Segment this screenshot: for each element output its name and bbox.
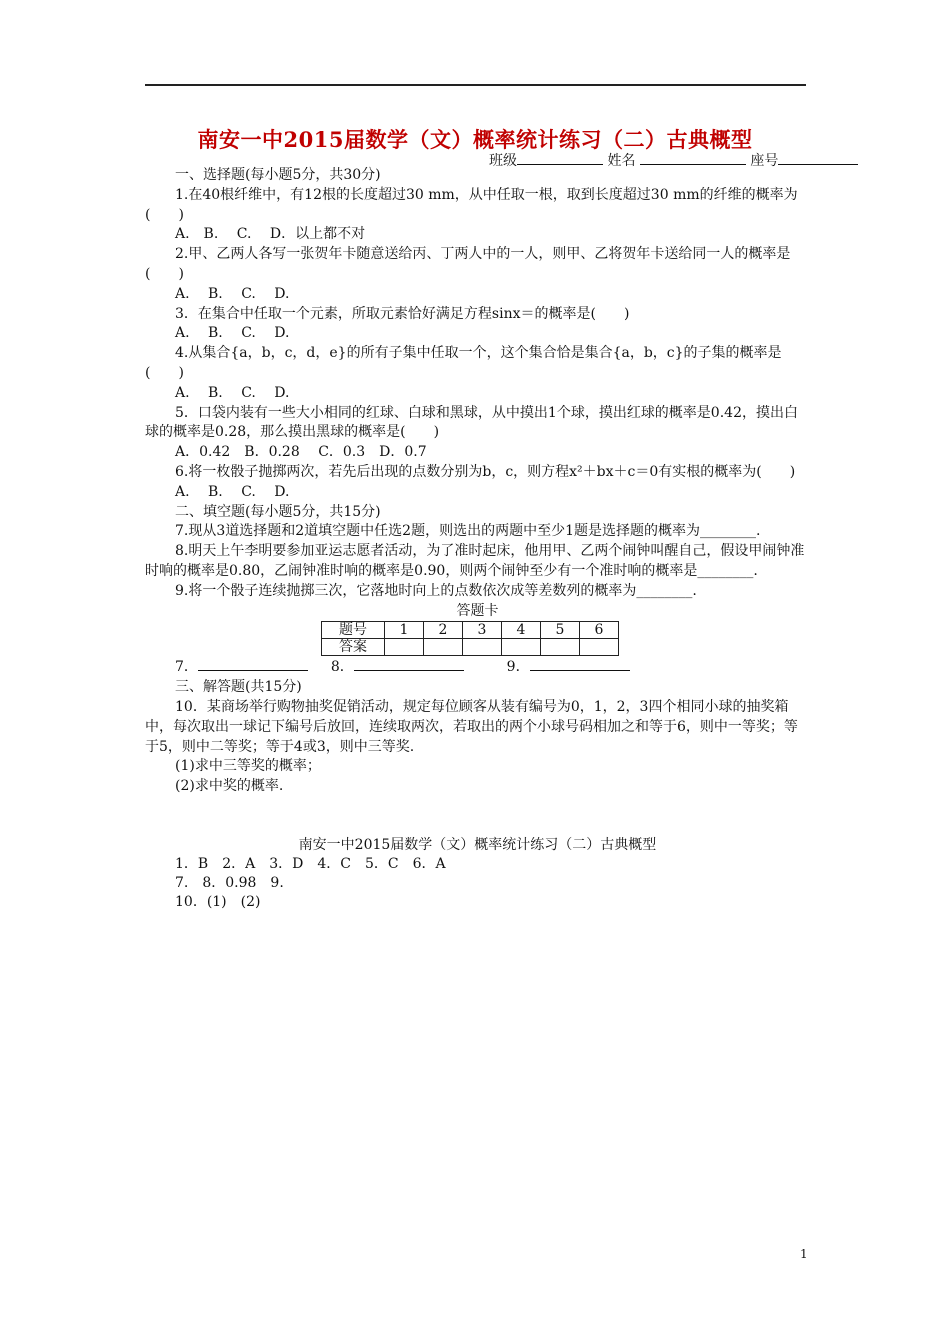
section-heading-fill: 二、填空题(每小题5分，共15分) [175,503,381,520]
answer-card-cell[interactable] [580,639,619,656]
answer-key [145,836,810,912]
class-label: 班级 [489,153,517,169]
document-title: 南安一中2015届数学（文）概率统计练习（二）古典概型 [197,127,753,152]
question-9: 9.将一个骰子连续抛掷三次，它落地时向上的点数依次成等差数列的概率为________. [175,582,697,599]
answer-card-number-label: 题号 [322,622,385,639]
answer-card-cell[interactable] [463,639,502,656]
question-body [145,166,810,797]
fill-answer-8-label: 8． [330,659,354,676]
name-label: 姓名 [607,153,636,169]
answer-card-table [321,621,619,656]
answer-key-title: 南安一中2015届数学（文）概率统计练习（二）古典概型 [298,837,657,853]
question-2: 2.甲、乙两人各写一张贺年卡随意送给丙、丁两人中的一人，则甲、乙将贺年卡送给同一人的概率是( ) [145,246,791,282]
fill-answer-9-blank[interactable] [530,656,630,671]
answer-card-cell[interactable] [502,639,541,656]
answer-card-number: 1 [385,622,424,639]
question-4: 4.从集合{a，b，c，d，e}的所有子集中任取一个，这个集合恰是集合{a，b，c}的子集的概率是( ) [145,345,782,381]
section-heading-solve: 三、解答题(共15分) [175,679,302,696]
answer-card-cell[interactable] [424,639,463,656]
answer-card-answer-row [322,639,619,656]
question-8: 8.明天上午李明要参加亚运志愿者活动，为了准时起床，他用甲、乙两个闹钟叫醒自己，假设甲闹钟准时响的概率是0.80，乙闹钟准时响的概率是0.90，则两个闹钟至少有一个准时响的概率是________. [145,543,805,579]
fill-answer-8-blank[interactable] [354,656,464,671]
fill-answer-7-label: 7． [175,659,198,676]
question-5-options: A．0.42 B．0.28 C．0.3 D．0.7 [175,444,427,461]
answer-key-line: 10．(1) (2) [175,894,261,910]
answer-card-number: 4 [502,622,541,639]
question-6: 6.将一枚骰子抛掷两次，若先后出现的点数分别为b，c，则方程x²＋bx＋c＝0有实根的概率为( ) [175,463,796,480]
answer-card-number: 5 [541,622,580,639]
answer-card-answer-label: 答案 [322,639,385,656]
answer-card-title: 答题卡 [456,602,499,619]
answer-card-cell[interactable] [385,639,424,656]
answer-key-line: 1．B 2．A 3．D 4．C 5．C 6．A [175,856,446,872]
answer-card-number: 6 [580,622,619,639]
question-10: 10．某商场举行购物抽奖促销活动，规定每位顾客从装有编号为0，1，2，3四个相同小球的抽奖箱中，每次取出一球记下编号后放回，连续取两次，若取出的两个小球号码相加之和等于6，则中一等奖；等于5，则中二等奖；等于4或3，则中三等奖. [145,698,798,755]
question-5: 5．口袋内装有一些大小相同的红球、白球和黑球，从中摸出1个球，摸出红球的概率是0.42，摸出白球的概率是0.28，那么摸出黑球的概率是( ) [145,404,798,441]
answer-card-number-row [322,622,619,639]
section-heading-choice: 一、选择题(每小题5分，共30分) [175,167,381,183]
answer-key-line: 7. 8．0.98 9. [175,875,284,891]
question-10-part-1: (1)求中三等奖的概率； [175,758,321,775]
fill-answer-7-blank[interactable] [198,656,308,671]
answer-card-number: 3 [463,622,502,639]
name-blank[interactable] [640,150,746,165]
question-7: 7.现从3道选择题和2道填空题中任选2题，则选出的两题中至少1题是选择题的概率为________. [175,523,761,540]
answer-card-cell[interactable] [541,639,580,656]
seat-label: 座号 [750,153,779,169]
fill-answer-9-label: 9． [506,659,530,676]
question-1-options: A. B. C. D．以上都不对 [175,226,366,243]
class-blank[interactable] [517,150,603,165]
header-rule [145,84,806,86]
question-2-options: A. B. C. D. [175,285,290,302]
seat-blank[interactable] [778,150,858,165]
question-6-options: A. B. C. D. [175,483,290,500]
fill-answer-line [145,656,810,678]
question-1: 1.在40根纤维中，有12根的长度超过30 mm，从中任取一根，取到长度超过30 mm的纤维的概率为( ) [145,186,798,223]
page-number: 1 [800,1247,808,1261]
question-3-options: A. B. C. D. [175,325,290,342]
answer-card-number: 2 [424,622,463,639]
question-4-options: A. B. C. D. [175,384,290,401]
question-10-part-2: (2)求中奖的概率. [175,778,284,795]
question-3: 3．在集合中任取一个元素，所取元素恰好满足方程sinx＝的概率是( ) [175,305,630,322]
